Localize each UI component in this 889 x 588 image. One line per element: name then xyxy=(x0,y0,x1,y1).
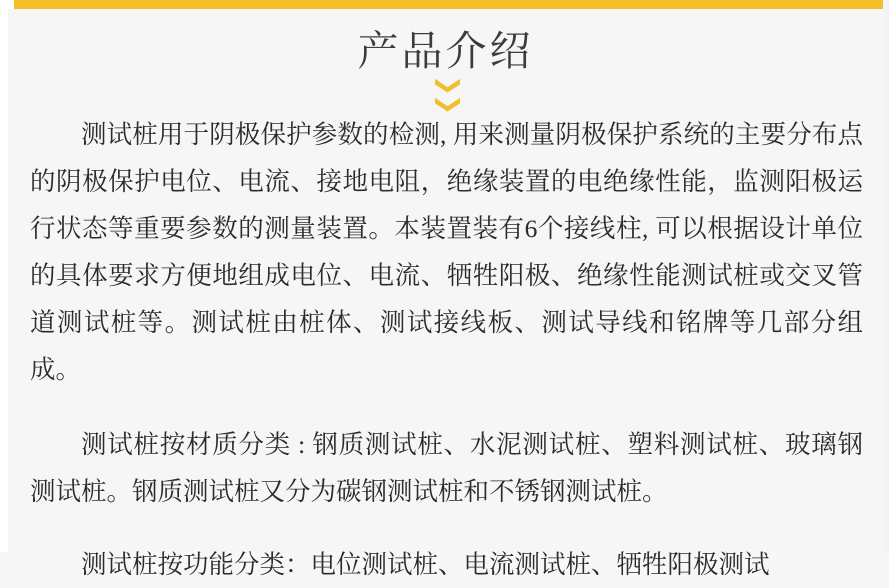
left-margin-edge xyxy=(0,0,8,552)
paragraph-1: 测试桩用于阴极保护参数的检测, 用来测量阴极保护系统的主要分布点的阴极保护电位、电流、接地电阻，绝缘装置的电绝缘性能，监测阳极运行状态等重要参数的测量装置。本装置装有6个接线柱, 可以根据设计单位的具体要求方便地组成电位、电流、牺牲阳极、绝缘性能测试桩或交叉管道测试桩等。测试桩由桩体、测试接线板、测试导线和铭牌等几部分组成。 xyxy=(30,120,863,384)
double-chevron-down-icon: ❮❮ xyxy=(430,77,460,115)
right-margin-edge xyxy=(883,0,889,552)
paragraph-2: 测试桩按材质分类 : 钢质测试桩、水泥测试桩、塑料测试桩、玻璃钢测试桩。钢质测试桩又分为碳钢测试桩和不锈钢测试桩。 xyxy=(30,430,863,506)
content-area xyxy=(8,0,883,579)
page-title: 产品介绍 xyxy=(357,28,534,74)
paragraph-3: 测试桩按功能分类：电位测试桩、电流测试桩、牺牲阳极测试 xyxy=(81,550,770,579)
